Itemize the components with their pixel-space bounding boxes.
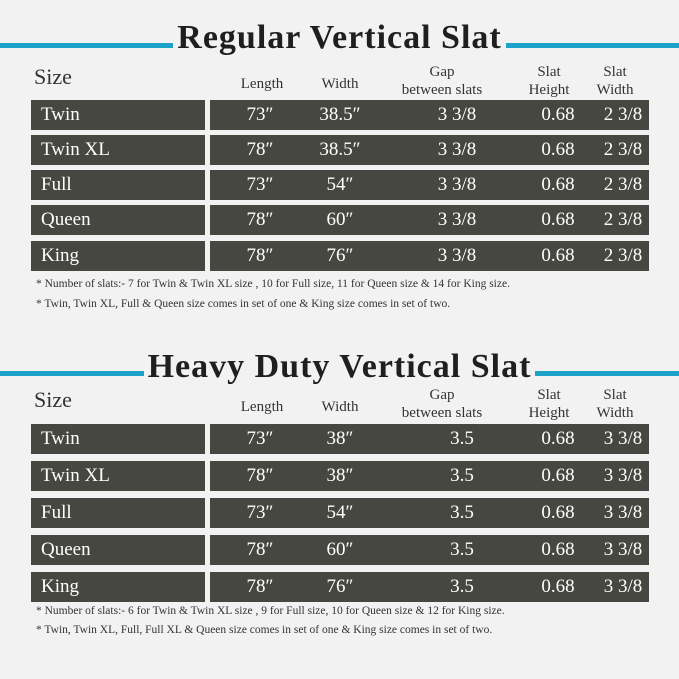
values-cell bbox=[210, 170, 649, 200]
gap-value: 3.5 bbox=[450, 428, 474, 449]
slat-width-value: 2 3/8 bbox=[603, 174, 643, 195]
slat-height-value: 0.68 bbox=[541, 174, 575, 195]
header-slat-height-line1: Slat bbox=[537, 64, 561, 80]
size-cell: King bbox=[31, 572, 205, 602]
section-title-text: Regular Vertical Slat bbox=[173, 19, 505, 56]
size-cell: Twin bbox=[31, 100, 205, 130]
header-gap-line2: between slats bbox=[401, 82, 483, 98]
header-gap bbox=[380, 386, 504, 422]
width-value: 60″ bbox=[326, 539, 354, 560]
table-row bbox=[31, 535, 649, 565]
width-value: 38.5″ bbox=[319, 139, 361, 160]
header-gap bbox=[380, 63, 504, 99]
slat-width-value: 2 3/8 bbox=[603, 139, 643, 160]
slat-height-value: 0.68 bbox=[541, 465, 575, 486]
slat-width-value: 3 3/8 bbox=[603, 502, 643, 523]
length-value: 78″ bbox=[246, 465, 274, 486]
header-length: Length bbox=[240, 399, 284, 415]
slat-height-value: 0.68 bbox=[541, 576, 575, 597]
values-cell bbox=[210, 498, 649, 528]
slat-width-value: 3 3/8 bbox=[603, 428, 643, 449]
header-slat-width-line1: Slat bbox=[603, 387, 627, 403]
header-slat-width-line2: Width bbox=[596, 82, 634, 98]
gap-value: 3.5 bbox=[450, 576, 474, 597]
table-row bbox=[31, 461, 649, 491]
slat-width-value: 3 3/8 bbox=[603, 465, 643, 486]
table-row bbox=[31, 241, 649, 271]
header-slat-height bbox=[514, 386, 584, 422]
section-title bbox=[0, 21, 679, 55]
header-gap-line1: Gap bbox=[429, 64, 455, 80]
section-title bbox=[0, 350, 679, 384]
size-cell: Queen bbox=[31, 205, 205, 235]
footnote-slat-count: * Number of slats:- 7 for Twin & Twin XL size , 10 for Full size, 11 for Queen size & 14 for King size. bbox=[36, 278, 510, 290]
footnote-slat-count: * Number of slats:- 6 for Twin & Twin XL size , 9 for Full size, 10 for Queen size & 12 for King size. bbox=[36, 605, 505, 617]
gap-value: 3.5 bbox=[450, 539, 474, 560]
table-row bbox=[31, 572, 649, 602]
length-value: 78″ bbox=[246, 245, 274, 266]
heavy-duty-slat-section bbox=[0, 324, 679, 679]
header-slat-width-line1: Slat bbox=[603, 64, 627, 80]
slat-height-value: 0.68 bbox=[541, 539, 575, 560]
footnote-set: * Twin, Twin XL, Full & Queen size comes in set of one & King size comes in set of two. bbox=[36, 298, 451, 310]
length-value: 78″ bbox=[246, 539, 274, 560]
size-cell: King bbox=[31, 241, 205, 271]
table-row bbox=[31, 498, 649, 528]
size-cell: Full bbox=[31, 170, 205, 200]
values-cell bbox=[210, 535, 649, 565]
gap-value: 3.5 bbox=[450, 465, 474, 486]
header-slat-height-line2: Height bbox=[528, 405, 570, 421]
width-value: 60″ bbox=[326, 209, 354, 230]
values-cell bbox=[210, 100, 649, 130]
table-row bbox=[31, 100, 649, 130]
size-cell: Full bbox=[31, 498, 205, 528]
header-width: Width bbox=[321, 399, 359, 415]
values-cell bbox=[210, 205, 649, 235]
gap-value: 3 3/8 bbox=[437, 104, 477, 125]
values-cell bbox=[210, 572, 649, 602]
section-title-text: Heavy Duty Vertical Slat bbox=[144, 348, 536, 385]
width-value: 38″ bbox=[326, 465, 354, 486]
header-slat-height-line2: Height bbox=[528, 82, 570, 98]
footnote-set: * Twin, Twin XL, Full, Full XL & Queen size comes in set of one & King size comes in set of two. bbox=[36, 624, 493, 636]
header-slat-width-line2: Width bbox=[596, 405, 634, 421]
size-cell: Twin XL bbox=[31, 461, 205, 491]
header-slat-width bbox=[580, 63, 650, 99]
values-cell bbox=[210, 424, 649, 454]
header-gap-line1: Gap bbox=[429, 387, 455, 403]
length-value: 73″ bbox=[246, 502, 274, 523]
header-gap-line2: between slats bbox=[401, 405, 483, 421]
values-cell bbox=[210, 461, 649, 491]
header-size: Size bbox=[34, 387, 72, 412]
slat-width-value: 2 3/8 bbox=[603, 245, 643, 266]
width-value: 76″ bbox=[326, 576, 354, 597]
gap-value: 3 3/8 bbox=[437, 174, 477, 195]
gap-value: 3.5 bbox=[450, 502, 474, 523]
size-cell: Twin XL bbox=[31, 135, 205, 165]
length-value: 73″ bbox=[246, 428, 274, 449]
header-slat-height bbox=[514, 63, 584, 99]
length-value: 78″ bbox=[246, 209, 274, 230]
size-cell: Queen bbox=[31, 535, 205, 565]
table-row bbox=[31, 424, 649, 454]
header-slat-height-line1: Slat bbox=[537, 387, 561, 403]
header-slat-width bbox=[580, 386, 650, 422]
width-value: 38″ bbox=[326, 428, 354, 449]
values-cell bbox=[210, 241, 649, 271]
slat-height-value: 0.68 bbox=[541, 104, 575, 125]
slat-height-value: 0.68 bbox=[541, 428, 575, 449]
table-row bbox=[31, 205, 649, 235]
width-value: 76″ bbox=[326, 245, 354, 266]
length-value: 78″ bbox=[246, 139, 274, 160]
header-size: Size bbox=[34, 64, 72, 89]
length-value: 78″ bbox=[246, 576, 274, 597]
table-row bbox=[31, 170, 649, 200]
slat-height-value: 0.68 bbox=[541, 209, 575, 230]
width-value: 38.5″ bbox=[319, 104, 361, 125]
gap-value: 3 3/8 bbox=[437, 245, 477, 266]
length-value: 73″ bbox=[246, 104, 274, 125]
slat-height-value: 0.68 bbox=[541, 502, 575, 523]
gap-value: 3 3/8 bbox=[437, 209, 477, 230]
width-value: 54″ bbox=[326, 502, 354, 523]
values-cell bbox=[210, 135, 649, 165]
slat-width-value: 2 3/8 bbox=[603, 104, 643, 125]
regular-slat-section bbox=[0, 0, 679, 322]
gap-value: 3 3/8 bbox=[437, 139, 477, 160]
header-width: Width bbox=[321, 76, 359, 92]
slat-height-value: 0.68 bbox=[541, 245, 575, 266]
slat-width-value: 3 3/8 bbox=[603, 576, 643, 597]
length-value: 73″ bbox=[246, 174, 274, 195]
slat-height-value: 0.68 bbox=[541, 139, 575, 160]
width-value: 54″ bbox=[326, 174, 354, 195]
table-row bbox=[31, 135, 649, 165]
header-length: Length bbox=[240, 76, 284, 92]
size-cell: Twin bbox=[31, 424, 205, 454]
slat-width-value: 2 3/8 bbox=[603, 209, 643, 230]
slat-width-value: 3 3/8 bbox=[603, 539, 643, 560]
